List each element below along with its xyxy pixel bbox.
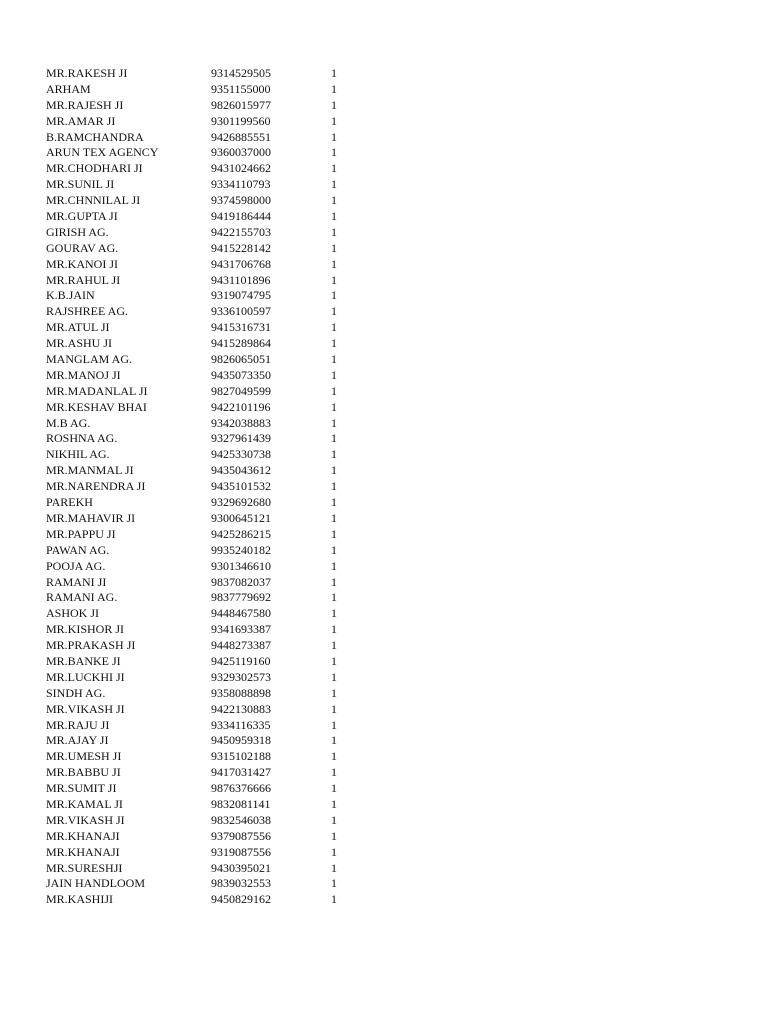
contact-count: 1 bbox=[331, 749, 337, 764]
list-item bbox=[46, 98, 366, 114]
contact-name: MR.BANKE JI bbox=[46, 653, 121, 668]
contact-name: MR.SURESHJI bbox=[46, 860, 123, 875]
contact-count: 1 bbox=[331, 622, 337, 637]
list-item bbox=[46, 161, 366, 177]
contact-phone: 9301199560 bbox=[211, 113, 271, 128]
list-item bbox=[46, 749, 366, 765]
list-item bbox=[46, 892, 366, 908]
contact-phone: 9431101896 bbox=[211, 272, 271, 287]
contact-name: MR.VIKASH JI bbox=[46, 701, 125, 716]
contact-phone: 9422101196 bbox=[211, 399, 271, 414]
contact-name: NIKHIL AG. bbox=[46, 447, 110, 462]
contact-phone: 9422155703 bbox=[211, 224, 271, 239]
contact-name: ARUN TEX AGENCY bbox=[46, 145, 159, 160]
list-item bbox=[46, 257, 366, 273]
contact-phone: 9450959318 bbox=[211, 733, 271, 748]
list-item bbox=[46, 177, 366, 193]
contact-count: 1 bbox=[331, 352, 337, 367]
list-item bbox=[46, 193, 366, 209]
list-item bbox=[46, 352, 366, 368]
contact-phone: 9417031427 bbox=[211, 765, 271, 780]
contact-count: 1 bbox=[331, 304, 337, 319]
list-item bbox=[46, 559, 366, 575]
contact-count: 1 bbox=[331, 177, 337, 192]
contact-count: 1 bbox=[331, 495, 337, 510]
contact-count: 1 bbox=[331, 288, 337, 303]
contact-count: 1 bbox=[331, 876, 337, 891]
contact-count: 1 bbox=[331, 510, 337, 525]
contact-name: MR.RAHUL JI bbox=[46, 272, 121, 287]
contact-name: MR.KISHOR JI bbox=[46, 622, 125, 637]
contact-phone: 9334110793 bbox=[211, 177, 271, 192]
list-item bbox=[46, 368, 366, 384]
contact-name: ARHAM bbox=[46, 81, 91, 96]
contact-phone: 9419186444 bbox=[211, 209, 271, 224]
list-item bbox=[46, 527, 366, 543]
contact-phone: 9342038883 bbox=[211, 415, 271, 430]
contact-name: GOURAV AG. bbox=[46, 240, 119, 255]
contact-count: 1 bbox=[331, 463, 337, 478]
contact-count: 1 bbox=[331, 367, 337, 382]
contact-phone: 9415316731 bbox=[211, 320, 271, 335]
contact-count: 1 bbox=[331, 542, 337, 557]
contact-name: MR.KAMAL JI bbox=[46, 796, 123, 811]
contact-phone: 9935240182 bbox=[211, 542, 271, 557]
contact-name: MR.AJAY JI bbox=[46, 733, 109, 748]
contact-name: PAREKH bbox=[46, 495, 93, 510]
contact-name: MR.KASHIJI bbox=[46, 892, 114, 907]
list-item bbox=[46, 495, 366, 511]
list-item bbox=[46, 543, 366, 559]
list-item bbox=[46, 622, 366, 638]
list-item bbox=[46, 511, 366, 527]
contact-name: POOJA AG. bbox=[46, 558, 106, 573]
contact-phone: 9422130883 bbox=[211, 701, 271, 716]
contact-name: MR.RAKESH JI bbox=[46, 66, 128, 80]
list-item bbox=[46, 273, 366, 289]
contact-count: 1 bbox=[331, 66, 337, 80]
contact-phone: 9374598000 bbox=[211, 193, 271, 208]
contact-name: MR.PAPPU JI bbox=[46, 526, 116, 541]
contact-count: 1 bbox=[331, 717, 337, 732]
contact-count: 1 bbox=[331, 574, 337, 589]
list-item bbox=[46, 590, 366, 606]
contact-name: MR.LUCKHI JI bbox=[46, 669, 125, 684]
contact-count: 1 bbox=[331, 860, 337, 875]
list-item bbox=[46, 781, 366, 797]
contact-phone: 9431706768 bbox=[211, 256, 271, 271]
contact-count: 1 bbox=[331, 336, 337, 351]
list-item bbox=[46, 813, 366, 829]
contact-phone: 9837082037 bbox=[211, 574, 271, 589]
contact-name: MR.PRAKASH JI bbox=[46, 638, 136, 653]
contact-count: 1 bbox=[331, 733, 337, 748]
list-item bbox=[46, 145, 366, 161]
contact-phone: 9351155000 bbox=[211, 81, 271, 96]
list-item bbox=[46, 479, 366, 495]
contact-phone: 9450829162 bbox=[211, 892, 271, 907]
contact-phone: 9301346610 bbox=[211, 558, 271, 573]
contact-phone: 9826015977 bbox=[211, 97, 271, 112]
contact-count: 1 bbox=[331, 240, 337, 255]
contact-count: 1 bbox=[331, 781, 337, 796]
list-item bbox=[46, 686, 366, 702]
list-item bbox=[46, 130, 366, 146]
contact-phone: 9329692680 bbox=[211, 495, 271, 510]
contact-name: MR.MADANLAL JI bbox=[46, 383, 148, 398]
list-item bbox=[46, 861, 366, 877]
contact-count: 1 bbox=[331, 796, 337, 811]
contact-name: MR.AMAR JI bbox=[46, 113, 116, 128]
contact-name: MR.CHNNILAL JI bbox=[46, 193, 141, 208]
contact-count: 1 bbox=[331, 97, 337, 112]
contact-count: 1 bbox=[331, 113, 337, 128]
contact-count: 1 bbox=[331, 479, 337, 494]
contact-name: MR.MANMAL JI bbox=[46, 463, 134, 478]
contact-phone: 9360037000 bbox=[211, 145, 271, 160]
list-item bbox=[46, 288, 366, 304]
list-item bbox=[46, 845, 366, 861]
contact-name: MR.SUMIT JI bbox=[46, 781, 117, 796]
list-item bbox=[46, 575, 366, 591]
contact-count: 1 bbox=[331, 145, 337, 160]
list-item bbox=[46, 447, 366, 463]
contact-count: 1 bbox=[331, 812, 337, 827]
contact-name: MR.KANOI JI bbox=[46, 256, 118, 271]
contact-phone: 9837779692 bbox=[211, 590, 271, 605]
list-item bbox=[46, 606, 366, 622]
contact-phone: 9448273387 bbox=[211, 638, 271, 653]
contact-phone: 9319074795 bbox=[211, 288, 271, 303]
contact-phone: 9832546038 bbox=[211, 812, 271, 827]
contact-name: B.RAMCHANDRA bbox=[46, 129, 144, 144]
contact-count: 1 bbox=[331, 224, 337, 239]
list-rows bbox=[46, 66, 366, 908]
contact-count: 1 bbox=[331, 81, 337, 96]
contact-phone: 9315102188 bbox=[211, 749, 271, 764]
contact-phone: 9832081141 bbox=[211, 796, 271, 811]
contact-phone: 9425330738 bbox=[211, 447, 271, 462]
list-item bbox=[46, 82, 366, 98]
contact-count: 1 bbox=[331, 590, 337, 605]
list-item bbox=[46, 733, 366, 749]
contact-name: MR.CHODHARI JI bbox=[46, 161, 143, 176]
contact-name: MR.ATUL JI bbox=[46, 320, 110, 335]
contact-phone: 9415228142 bbox=[211, 240, 271, 255]
list-item bbox=[46, 702, 366, 718]
contact-phone: 9827049599 bbox=[211, 383, 271, 398]
contact-phone: 9426885551 bbox=[211, 129, 271, 144]
contact-name: PAWAN AG. bbox=[46, 542, 110, 557]
list-item bbox=[46, 320, 366, 336]
contact-name: M.B AG. bbox=[46, 415, 91, 430]
contact-name: ASHOK JI bbox=[46, 606, 100, 621]
contact-phone: 9341693387 bbox=[211, 622, 271, 637]
list-item bbox=[46, 638, 366, 654]
contact-phone: 9425119160 bbox=[211, 653, 271, 668]
contact-count: 1 bbox=[331, 526, 337, 541]
list-item bbox=[46, 797, 366, 813]
contact-name: RAMANI AG. bbox=[46, 590, 118, 605]
contact-name: GIRISH AG. bbox=[46, 224, 109, 239]
contact-phone: 9425286215 bbox=[211, 526, 271, 541]
contact-phone: 9334116335 bbox=[211, 717, 271, 732]
contact-name: MR.KHANAJI bbox=[46, 828, 120, 843]
contact-count: 1 bbox=[331, 558, 337, 573]
contact-name: MR.SUNIL JI bbox=[46, 177, 115, 192]
contact-name: MR.KHANAJI bbox=[46, 844, 120, 859]
contact-phone: 9327961439 bbox=[211, 431, 271, 446]
contact-count: 1 bbox=[331, 383, 337, 398]
contact-name: RAJSHREE AG. bbox=[46, 304, 129, 319]
list-item bbox=[46, 384, 366, 400]
contact-name: MR.RAJESH JI bbox=[46, 97, 124, 112]
contact-name: MR.MAHAVIR JI bbox=[46, 510, 136, 525]
contact-phone: 9435073350 bbox=[211, 367, 271, 382]
contact-count: 1 bbox=[331, 129, 337, 144]
list-item bbox=[46, 400, 366, 416]
contact-phone: 9448467580 bbox=[211, 606, 271, 621]
list-item bbox=[46, 336, 366, 352]
contact-name: MR.BABBU JI bbox=[46, 765, 121, 780]
contact-name: JAIN HANDLOOM bbox=[46, 876, 145, 891]
contact-count: 1 bbox=[331, 685, 337, 700]
contact-count: 1 bbox=[331, 638, 337, 653]
contact-phone: 9314529505 bbox=[211, 66, 271, 80]
contact-phone: 9430395021 bbox=[211, 860, 271, 875]
contact-count: 1 bbox=[331, 892, 337, 907]
list-item bbox=[46, 765, 366, 781]
list-item bbox=[46, 416, 366, 432]
contact-phone: 9300645121 bbox=[211, 510, 271, 525]
contact-phone: 9431024662 bbox=[211, 161, 271, 176]
list-item bbox=[46, 876, 366, 892]
contact-count: 1 bbox=[331, 653, 337, 668]
contact-phone: 9826065051 bbox=[211, 352, 271, 367]
contact-phone: 9435101532 bbox=[211, 479, 271, 494]
contact-count: 1 bbox=[331, 669, 337, 684]
contact-name: MR.ASHU JI bbox=[46, 336, 113, 351]
list-item bbox=[46, 463, 366, 479]
list-item bbox=[46, 431, 366, 447]
list-item bbox=[46, 670, 366, 686]
list-item bbox=[46, 304, 366, 320]
contact-count: 1 bbox=[331, 447, 337, 462]
contact-count: 1 bbox=[331, 701, 337, 716]
list-item bbox=[46, 654, 366, 670]
contact-name: SINDH AG. bbox=[46, 685, 106, 700]
contact-name: MR.GUPTA JI bbox=[46, 209, 118, 224]
contact-count: 1 bbox=[331, 765, 337, 780]
list-item bbox=[46, 209, 366, 225]
contact-count: 1 bbox=[331, 209, 337, 224]
contact-name: MR.RAJU JI bbox=[46, 717, 110, 732]
contact-phone: 9839032553 bbox=[211, 876, 271, 891]
contact-count: 1 bbox=[331, 399, 337, 414]
contact-name: MR.VIKASH JI bbox=[46, 812, 125, 827]
contact-phone: 9358088898 bbox=[211, 685, 271, 700]
contact-count: 1 bbox=[331, 431, 337, 446]
list-item bbox=[46, 66, 366, 82]
contact-name: RAMANI JI bbox=[46, 574, 107, 589]
contact-name: K.B.JAIN bbox=[46, 288, 95, 303]
list-item bbox=[46, 114, 366, 130]
contact-count: 1 bbox=[331, 256, 337, 271]
contact-count: 1 bbox=[331, 844, 337, 859]
list-item bbox=[46, 829, 366, 845]
contact-name: MR.MANOJ JI bbox=[46, 367, 121, 382]
contact-phone: 9415289864 bbox=[211, 336, 271, 351]
contact-count: 1 bbox=[331, 828, 337, 843]
contact-name: MANGLAM AG. bbox=[46, 352, 133, 367]
contact-phone: 9876376666 bbox=[211, 781, 271, 796]
contact-phone: 9319087556 bbox=[211, 844, 271, 859]
contact-count: 1 bbox=[331, 606, 337, 621]
contact-phone: 9379087556 bbox=[211, 828, 271, 843]
contact-count: 1 bbox=[331, 161, 337, 176]
contact-name: ROSHNA AG. bbox=[46, 431, 118, 446]
contact-phone: 9329302573 bbox=[211, 669, 271, 684]
contact-count: 1 bbox=[331, 415, 337, 430]
list-item bbox=[46, 241, 366, 257]
contact-count: 1 bbox=[331, 272, 337, 287]
contact-count: 1 bbox=[331, 193, 337, 208]
contact-name: MR.NARENDRA JI bbox=[46, 479, 146, 494]
list-item bbox=[46, 718, 366, 734]
contact-name: MR.KESHAV BHAI bbox=[46, 399, 147, 414]
contact-name: MR.UMESH JI bbox=[46, 749, 122, 764]
list-item bbox=[46, 225, 366, 241]
contact-phone: 9435043612 bbox=[211, 463, 271, 478]
contact-count: 1 bbox=[331, 320, 337, 335]
contact-list bbox=[46, 66, 366, 908]
contact-phone: 9336100597 bbox=[211, 304, 271, 319]
